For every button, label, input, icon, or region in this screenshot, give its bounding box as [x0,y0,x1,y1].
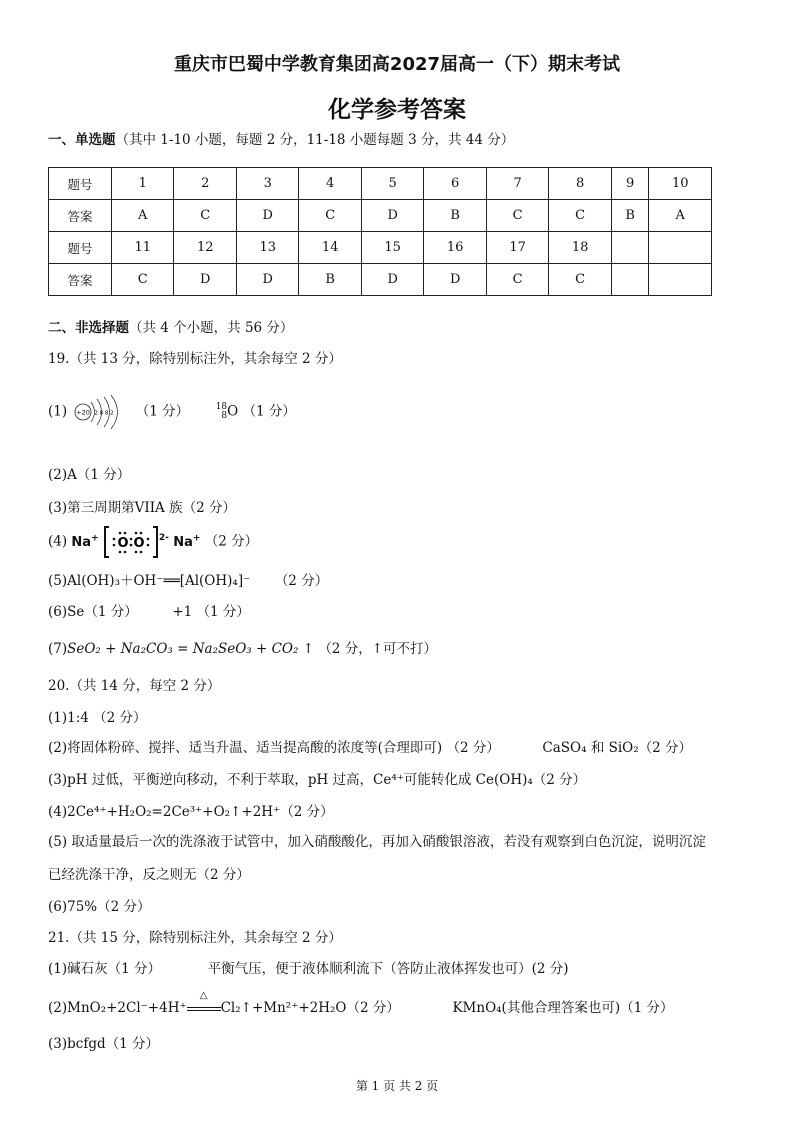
q20-part6: (6)75%（2 分） [48,899,151,915]
q19-part6 [48,600,250,620]
q19-part3: (3)第三周期第VIIA 族（2 分） [48,500,236,516]
table-row [49,264,712,296]
q19-p1-score-b: （1 分） [242,403,296,420]
q21-part2 [48,989,674,1016]
table-cell: 3 [236,168,298,200]
sodium-symbol: Na [71,534,92,550]
table-cell: B [424,200,486,232]
table-cell: C [549,264,611,296]
table-cell: A [649,200,712,232]
svg-text:O: O [117,536,129,551]
table-cell: B [299,264,361,296]
q20-part5-line2: 已经洗涤干净，反之则无（2 分） [48,867,250,883]
q19-p6-b: +1 （1 分） [172,604,250,620]
table-cell: 10 [649,168,712,200]
isotope-notation [216,403,227,421]
page-footer: 第 1 页 共 2 页 [355,1079,439,1093]
q19-p7-label: (7) [48,641,68,657]
table-cell: C [112,264,174,296]
q21-p2-left: (2)MnO₂+2Cl⁻+4H⁺ [48,1000,187,1016]
table-cell: 13 [236,232,298,264]
peroxide-charge: 2- [158,533,169,543]
q20-p2-a: (2)将固体粉碎、搅拌、适当升温、适当提高酸的浓度等(合理即可) （2 分） [48,740,500,756]
sodium-symbol: Na [173,534,193,550]
q19-part4 [48,525,258,559]
q19-part2: (2)A（1 分） [48,467,131,483]
table-cell: 5 [361,168,423,200]
table-cell: D [361,200,423,232]
q21-part3: (3)bcfgd（1 分） [48,1036,159,1052]
section1-heading [48,128,514,148]
q19-heading: 19.（共 13 分，除特别标注外，其余每空 2 分） [48,351,342,367]
table-cell: 12 [174,232,236,264]
sodium-charge: + [91,533,99,544]
q19-p5-score: （2 分） [274,573,329,589]
heat-reaction-arrow [187,989,221,1016]
isotope-symbol: O [227,403,239,420]
q19-p4-score: （2 分） [204,533,259,550]
q19-part7 [48,637,437,657]
q20-heading: 20.（共 14 分，每空 2 分） [48,678,221,694]
table-cell: C [486,200,548,232]
table-cell: 6 [424,168,486,200]
table-cell: D [236,264,298,296]
table-cell [649,264,712,296]
table-cell: 17 [486,232,548,264]
q19-p7-score: （2 分，↑可不打） [318,641,438,657]
atom-nucleus-label: +20 [76,408,91,417]
table-row [49,200,712,232]
table-cell: D [174,264,236,296]
table-cell: B [611,200,649,232]
table-row [49,168,712,200]
section1-note: （其中 1-10 小题，每题 2 分，11-18 小题每题 3 分，共 44 分） [115,132,515,148]
atom-shell-label: 2 8 8 2 [94,410,115,417]
q20-part5-line1: (5) 取适量最后一次的洗涤液于试管中，加入硝酸酸化，再加入硝酸银溶液，若没有观察到白色沉淀，说明沉淀 [48,834,706,850]
table-cell: 8 [549,168,611,200]
q19-part5 [48,569,328,589]
exam-title: 重庆市巴蜀中学教育集团高2027届高一（下）期末考试 [173,54,621,75]
section2-heading [48,316,293,336]
table-cell: C [174,200,236,232]
q19-p1-score-a: （1 分） [135,403,190,420]
q20-part4: (4)2Ce⁴⁺+H₂O₂=2Ce³⁺+O₂↑+2H⁺（2 分） [48,804,334,820]
table-cell: D [424,264,486,296]
delta-icon: △ [199,989,208,1001]
isotope-mass-number: 18 [215,402,228,412]
q19-p4-label: (4) [48,533,68,550]
q21-p2-right: Cl₂↑+Mn²⁺+2H₂O（2 分） [220,1000,400,1016]
q20-part2 [48,736,692,756]
q21-part1 [48,957,569,977]
table-cell [649,232,712,264]
table-cell: D [236,200,298,232]
q21-heading: 21.（共 15 分，除特别标注外，其余每空 2 分） [48,930,342,946]
section2-note: （共 4 个小题，共 56 分） [129,320,294,336]
table-cell: 1 [112,168,174,200]
table-cell [611,232,649,264]
table-cell: 题号 [49,232,112,264]
sodium-charge: + [192,533,201,544]
q19-p7-equation: SeO₂ + Na₂CO₃ = Na₂SeO₃ + CO₂ ↑ [67,641,315,657]
table-cell: 15 [361,232,423,264]
svg-text:O: O [133,536,145,551]
table-cell: C [299,200,361,232]
peroxide-electron-dot-diagram [103,525,159,559]
answer-key-title: 化学参考答案 [328,97,466,123]
section1-label: 一、单选题 [48,132,116,148]
table-cell: 11 [112,232,174,264]
table-cell: 9 [611,168,649,200]
table-cell: 2 [174,168,236,200]
table-cell: 16 [424,232,486,264]
table-cell: 4 [299,168,361,200]
table-cell: C [549,200,611,232]
sodium-ion-left [71,535,98,550]
sodium-ion-right [173,535,200,550]
table-cell: 答案 [49,264,112,296]
q19-p5-equation: (5)Al(OH)₃＋OH⁻══[Al(OH)₄]⁻ [48,573,251,589]
q20-part3: (3)pH 过低，平衡逆向移动，不利于萃取，pH 过高，Ce⁴⁺可能转化成 Ce(OH)₄（2 分） [48,772,587,788]
answer-table [48,167,712,296]
table-cell: 18 [549,232,611,264]
atom-structure-diagram [71,394,131,430]
table-cell: 题号 [49,168,112,200]
q21-p2-b: KMnO₄(其他合理答案也可)（1 分） [452,1000,674,1016]
q20-p2-b: CaSO₄ 和 SiO₂（2 分） [542,740,693,756]
table-cell: 7 [486,168,548,200]
q19-p1-label: (1) [48,403,68,420]
table-cell: 14 [299,232,361,264]
table-cell [611,264,649,296]
table-row [49,232,712,264]
section2-label: 二、非选择题 [48,320,129,336]
q21-p1-b: 平衡气压，便于液体顺利流下（答防止液体挥发也可）(2 分) [207,961,569,977]
q19-part1 [48,394,296,430]
q19-p6-a: (6)Se（1 分） [48,604,138,620]
q21-p1-a: (1)碱石灰（1 分） [48,961,162,977]
isotope-atomic-number: 8 [221,411,228,421]
table-cell: A [112,200,174,232]
table-cell: C [486,264,548,296]
table-cell: 答案 [49,200,112,232]
q20-part1: (1)1:4 （2 分） [48,710,147,726]
table-cell: D [361,264,423,296]
